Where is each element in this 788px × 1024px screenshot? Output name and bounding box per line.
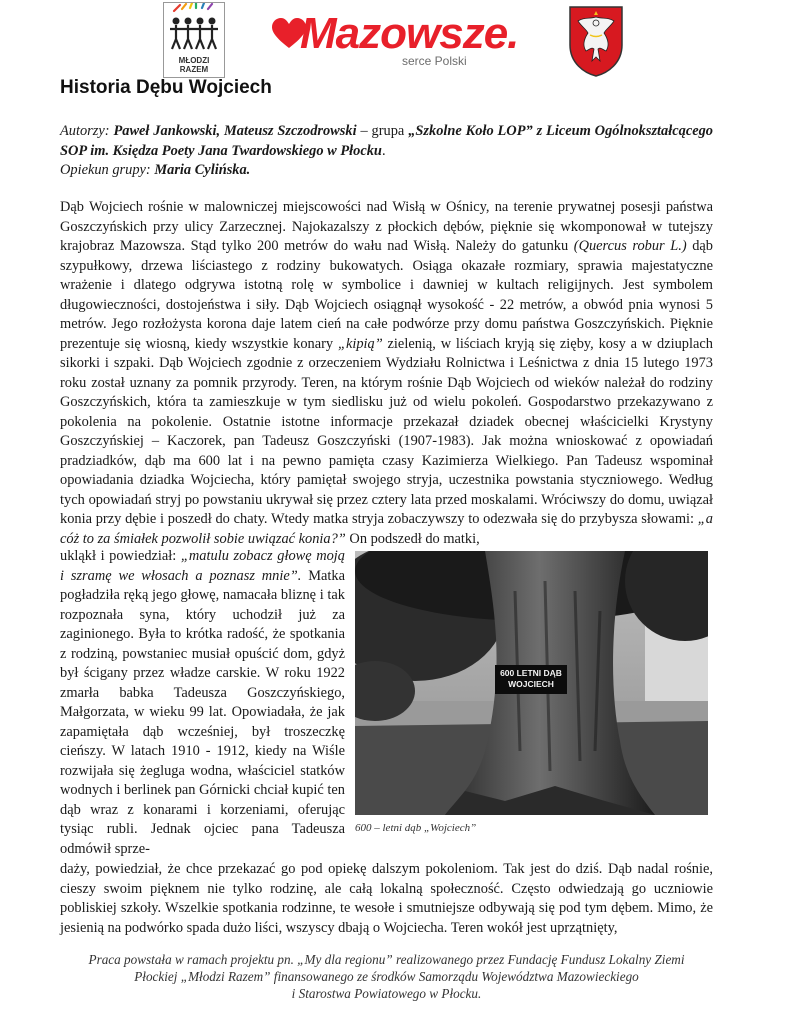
eagle-coat-of-arms-icon <box>568 5 624 77</box>
body-text: ukląkł i powiedział: <box>60 548 177 564</box>
footer-line2: Płockiej „Młodzi Razem” finansowanego ze środków Samorządu Województwa Mazowieckiego <box>134 969 639 984</box>
mazowsze-logo <box>272 9 519 70</box>
mlodzi-razem-logo <box>163 2 225 78</box>
footer-line1: Praca powstała w ramach projektu pn. „My dla regionu” realizowanego przez Fundację Fundusz Lokalny Ziemi <box>88 952 685 967</box>
brand-name: Mazowsze. <box>300 9 519 58</box>
group-prefix: – grupa <box>360 123 405 139</box>
body-text: zielenią, w liściach kryją się zięby, kosy a w dziuplach sikorki i szpaki. Dąb Wojciech zgodnie z orzeczeniem Wydziału Rolnictwa i Leśnictwa z dnia 15 lutego 1973 roku został uznany za pomnik przyrody. Teren, na którym rośnie Dąb Wojciech od wieków należał do rodziny Goszczyńskich, która ta zamieszkuje w tym siedlisku już od wielu pokoleń. Gospodarstwo przekazywano z pokolenia na pokolenie. Ostatnie istotne informacje przekazał dziadek obecnej właścicielki Krystyny Goszczyńskiej – Kaczorek, pan Tadeusz Goszczyński (1907-1983). Jak można wnioskować z opowiadań pradziadków, dąb ma 600 lat i na pewno pamięta czasy Kazimierza Wielkiego. Pan Tadeusz wspominał opowiadania dziadka Wojciecha, który pamiętał swojego stryja, uczestnika powstania styczniowego. Według tych opowiadań stryj po powstaniu ukrywał się przez cztery lata przed moskalami. Wróciwszy do domu, uwiązał konia przy dębie i poszedł do chaty. Wtedy matka stryja zobaczywszy to odezwała się do przybysza słowami: <box>60 335 713 527</box>
body-left-column <box>60 547 345 859</box>
body-paragraph-2: daży, powiedział, że chce przekazać go pod opiekę dalszym pokoleniom. Tak jest do dziś. Dąb nadal rośnie, cieszy swoim pięknem nie tylko rodzinę, ale całą lokalną społeczność. Często odwiedzają go uczniowie pobliskiej szkoły. Wszelkie spotkania rodzinne, te wesołe i smutniejsze odbywają się pod tym dębem. Mimo, że jesienią na podwórko spada dużo liści, wszyscy dbają o Wojciecha. Teren wokół jest uprzątnięty, <box>60 861 713 936</box>
photo-caption: 600 – letni dąb „Wojciech” <box>355 822 477 834</box>
supervisor-label: Opiekun grupy: <box>60 162 151 178</box>
authors-names: Paweł Jankowski, Mateusz Szczodrowski <box>113 123 357 139</box>
body-text: Matka pogładziła ręką jego głowę, namacała bliznę i tak rozpoznała syna, który uchodził już za zaginionego. Była to krótka radość, że spotkania z rodziną, powstaniec musiał opuścić dom, gdyż był ścigany przez władze carskie. W roku 1922 zmarła babka Tadeusza Goszczyńskiego, Małgorzata, w wieku 99 lat. Opowiadała, że jak zapamiętała dąb wcześniej, był troszeczkę cieńszy. W latach 1910 - 1912, kiedy na Wiśle rozwijała się żegluga wodna, właściciel statków wodnych i berlinek pan Górnicki chciał kupić ten dąb wraz z konarami i korzeniami, oferując tysiąc rubli. Jednak ojciec pana Tadeusza odmówił sprze- <box>60 567 345 857</box>
species-name: (Quercus robur L.) <box>573 238 687 254</box>
authors-label: Autorzy: <box>60 123 110 139</box>
quote-son: „matulu zobacz głowę moją i szramę we włosach a poznasz mnie”. <box>60 548 345 584</box>
footer-line3: i Starostwa Powiatowego w Płocku. <box>291 986 482 1001</box>
body-text: On podszedł do matki, <box>349 530 480 547</box>
authors-block <box>60 122 713 181</box>
oak-tree-photo <box>355 551 708 815</box>
supervisor-name: Maria Cylińska. <box>154 162 251 178</box>
body-text: Dąb Wojciech rośnie w malowniczej miejscowości nad Wisłą w Ośnicy, na terenie prywatnej posesji państwa Goszczyńskich przy ulicy Zarzecznej. Najokazalszy z płockich dębów, pięknie się wkomponował w tutejszy krajobraz Mazowsza. Stąd tylko 200 metrów do wału nad Wisłą. Należy do gatunku <box>60 199 713 254</box>
sign-line1: 600 LETNI DĄB <box>500 668 562 678</box>
logo-text-line2: RAZEM <box>179 65 209 74</box>
quote-kipia: „kipią” <box>337 335 383 352</box>
brand-tagline: serce Polski <box>402 54 467 68</box>
logo-text-line1: MŁODZI <box>178 56 210 65</box>
body-text: dąb szypułkowy, drzewa liściastego z rodziny bukowatych. Osiąga okazałe rozmiary, sprawia majestatyczne wrażenie i dlatego odgrywa istotną rolę w symbolice i dawniej w kultach religijnych. Jest symbolem długowieczności, dostojeństwa i siły. Dąb Wojciech osiągnął wysokość - 22 metrów, a obwód pnia wynosi 5 metrów. Jego rozłożysta korona daje latem cień na całe podwórze przy domu państwa Goszczyńskich. Pięknie prezentuje się wiosną, kiedy wszystkie konary <box>60 238 713 352</box>
page-title: Historia Dębu Wojciech <box>60 77 272 98</box>
quote-mother: „a cóż to za śmiałek pozwolił sobie uwiązać konia?” <box>60 511 713 547</box>
body-paragraph-1 <box>60 198 713 549</box>
sign-line2: WOJCIECH <box>508 679 554 689</box>
group-name: „Szkolne Koło LOP” z Liceum Ogólnokształcącego SOP im. Księdza Poety Jana Twardowskiego w Płocku <box>60 123 713 159</box>
people-figures-icon <box>164 3 224 55</box>
group-suffix: . <box>381 142 386 159</box>
footer-note <box>60 951 713 1002</box>
oak-name-sign <box>495 665 567 694</box>
